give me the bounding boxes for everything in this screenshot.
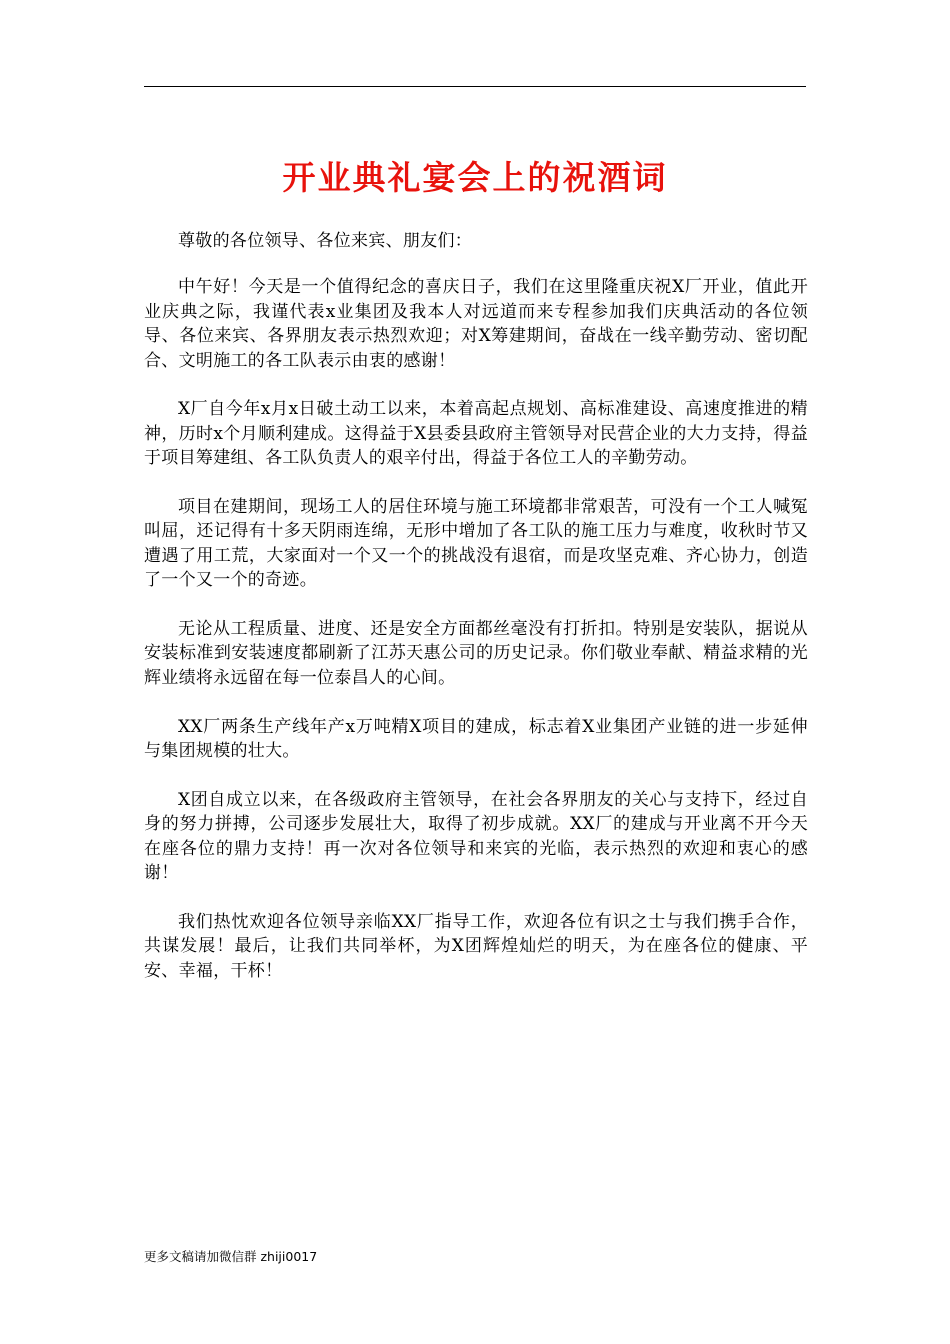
footer-note: 更多文稿请加微信群 zhiji0017: [144, 1249, 318, 1264]
body-paragraph: X团自成立以来，在各级政府主管领导，在社会各界朋友的关心与支持下，经过自身的努力拼搏，公司逐步发展壮大，取得了初步成就。XX厂的建成与开业离不开今天在座各位的鼎力支持！再一次对各位领导和来宾的光临，表示热烈的欢迎和衷心的感谢！: [144, 789, 808, 884]
body-paragraph: 中午好！今天是一个值得纪念的喜庆日子，我们在这里隆重庆祝X厂开业，值此开业庆典之际，我谨代表x业集团及我本人对远道而来专程参加我们庆典活动的各位领导、各位来宾、各界朋友表示热烈欢迎；对X筹建期间，奋战在一线辛勤劳动、密切配合、文明施工的各工队表示由衷的感谢！: [144, 277, 808, 371]
document-body: [144, 229, 808, 1007]
closing-paragraph: 我们热忱欢迎各位领导亲临XX厂指导工作，欢迎各位有识之士与我们携手合作，共谋发展！最后，让我们共同举杯，为X团辉煌灿烂的明天，为在座各位的健康、平安、幸福，干杯！: [144, 911, 808, 981]
body-paragraph: XX厂两条生产线年产x万吨精X项目的建成，标志着X业集团产业链的进一步延伸与集团规模的壮大。: [144, 716, 808, 762]
body-paragraph: X厂自今年x月x日破土动工以来，本着高起点规划、高标准建设、高速度推进的精神，历时x个月顺利建成。这得益于X县委县政府主管领导对民营企业的大力支持，得益于项目筹建组、各工队负责人的艰辛付出，得益于各位工人的辛勤劳动。: [144, 399, 808, 469]
body-paragraph: 无论从工程质量、进度、还是安全方面都丝毫没有打折扣。特别是安装队，据说从安装标准到安装速度都刷新了江苏天惠公司的历史记录。你们敬业奉献、精益求精的光辉业绩将永远留在每一位泰昌人的心间。: [144, 619, 808, 688]
body-paragraph: 项目在建期间，现场工人的居住环境与施工环境都非常艰苦，可没有一个工人喊冤叫屈，还记得有十多天阴雨连绵，无形中增加了各工队的施工压力与难度，收秋时节又遭遇了用工荒，大家面对一个又一个的挑战没有退宿，而是攻坚克难、齐心协力，创造了一个又一个的奇迹。: [144, 497, 808, 591]
salutation-paragraph: 尊敬的各位领导、各位来宾、朋友们：: [178, 231, 473, 251]
document-title: 开业典礼宴会上的祝酒词: [282, 158, 668, 197]
header-rule: [144, 86, 806, 87]
